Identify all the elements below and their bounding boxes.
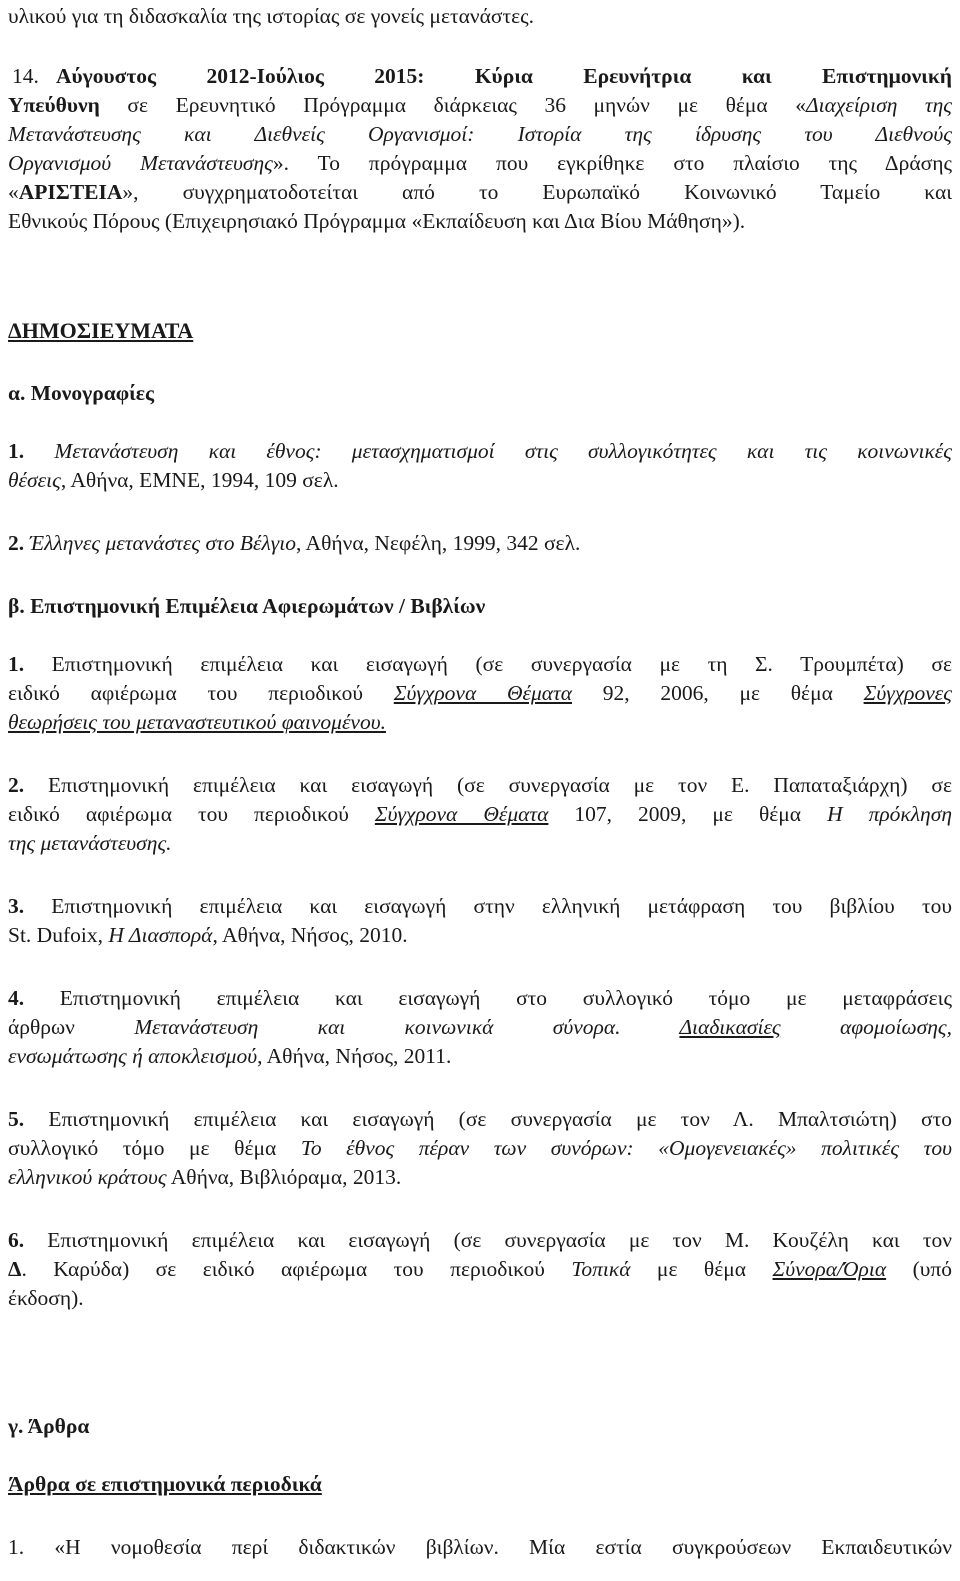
edited-6-line3: έκδοση). [8,1286,84,1310]
item14-line3: Μετανάστευσης και Διεθνείς Οργανισμοί: Ιστορία της ίδρυσης του Διεθνούς [8,122,952,146]
edited-4-line2: άρθρων Μετανάστευση και κοινωνικά σύνορα. Διαδικασίες αφομοίωσης, [8,1015,952,1039]
edited-2-line3: της μετανάστευσης. [8,831,172,855]
item14-number: 14. [12,64,39,88]
item14-line2: Υπεύθυνη σε Ερευνητικό Πρόγραμμα διάρκειας 36 μηνών με θέμα «Διαχείριση της [8,93,953,117]
item14-line5: «ΑΡΙΣΤΕΙΑ», συγχρηματοδοτείται από το Ευρωπαϊκό Κοινωνικό Ταμείο και [8,180,952,204]
edited-5-line3: ελληνικού κράτους Αθήνα, Βιβλιόραμα, 2013. [8,1165,402,1189]
continuation-line [8,2,952,31]
articles-heading: γ. Άρθρα [8,1414,90,1438]
edited-6-line1: 6. Επιστημονική επιμέλεια και εισαγωγή (σε συνεργασία με τον Μ. Κουζέλη και τον [8,1228,952,1252]
edited-1-line2: ειδικό αφιέρωμα του περιοδικού Σύγχρονα Θέματα 92, 2006, με θέμα Σύγχρονες [8,681,952,705]
edited-2-line2: ειδικό αφιέρωμα του περιοδικού Σύγχρονα Θέματα 107, 2009, με θέμα Η πρόκληση [8,802,952,826]
articles-subheading: Άρθρα σε επιστημονικά περιοδικά [8,1472,322,1496]
edited-5-line1: 5. Επιστημονική επιμέλεια και εισαγωγή (σε συνεργασία με τον Λ. Μπαλτσιώτη) στο [8,1107,952,1131]
edited-4-line3: ενσωμάτωσης ή αποκλεισμού, Αθήνα, Νήσος, 2011. [8,1044,452,1068]
edited-4-line1: 4. Επιστημονική επιμέλεια και εισαγωγή στο συλλογικό τόμο με μεταφράσεις [8,986,952,1010]
editing-heading: β. Επιστημονική Επιμέλεια Αφιερωμάτων / Βιβλίων [8,594,486,618]
item14-line1 [8,62,952,91]
edited-1-line1: 1. Επιστημονική επιμέλεια και εισαγωγή (σε συνεργασία με τη Σ. Τρουμπέτα) σε [8,652,952,676]
monograph-1-line2: θέσεις, Αθήνα, ΕΜΝΕ, 1994, 109 σελ. [8,468,339,492]
edited-3-line1: 3. Επιστημονική επιμέλεια και εισαγωγή στην ελληνική μετάφραση του βιβλίου του [8,894,952,918]
monograph-2: 2. Έλληνες μετανάστες στο Βέλγιο, Αθήνα, Νεφέλη, 1999, 342 σελ. [8,531,581,555]
item14-role-part1: Κύρια Ερευνήτρια και Επιστημονική [474,64,952,88]
edited-5-line2: συλλογικό τόμο με θέμα Το έθνος πέραν των συνόρων: «Ομογενειακές» πολιτικές του [8,1136,952,1160]
item14-role-part2: Υπεύθυνη [8,93,100,117]
item14-line4: Οργανισμού Μετανάστευσης». Το πρόγραμμα που εγκρίθηκε στο πλαίσιο της Δράσης [8,151,952,175]
edited-2-line1: 2. Επιστημονική επιμέλεια και εισαγωγή (σε συνεργασία με τον Ε. Παπαταξιάρχη) σε [8,773,952,797]
monograph-2-title: Έλληνες μετανάστες στο Βέλγιο [29,531,296,555]
publications-heading: ΔΗΜΟΣΙΕΥΜΑΤΑ [8,318,194,343]
monographs-heading: α. Μονογραφίες [8,381,155,405]
item14-action: ΑΡΙΣΤΕΙΑ [18,180,123,204]
edited-6-line2: Δ. Καρύδα) σε ειδικό αφιέρωμα του περιοδικού Τοπικά με θέμα Σύνορα/Όρια (υπό [8,1257,952,1281]
continuation-text: υλικού για τη διδασκαλία της ιστορίας σε γονείς μετανάστες. [8,4,535,28]
item14-dates: Αύγουστος 2012-Ιούλιος 2015: [56,64,425,88]
article-1-line1: 1. «Η νομοθεσία περί διδακτικών βιβλίων. Μία εστία συγκρούσεων Εκπαιδευτικών [8,1535,953,1559]
monograph-1-line1: 1. Μετανάστευση και έθνος: μετασχηματισμοί στις συλλογικότητες και τις κοινωνικές [8,439,952,463]
edited-1-line3: θεωρήσεις του μεταναστευτικού φαινομένου. [8,710,386,734]
edited-3-line2: St. Dufoix, Η Διασπορά, Αθήνα, Νήσος, 2010. [8,923,408,947]
item14-line6: Εθνικούς Πόρους (Επιχειρησιακό Πρόγραμμα «Εκπαίδευση και Δια Βίου Μάθηση»). [8,209,746,233]
